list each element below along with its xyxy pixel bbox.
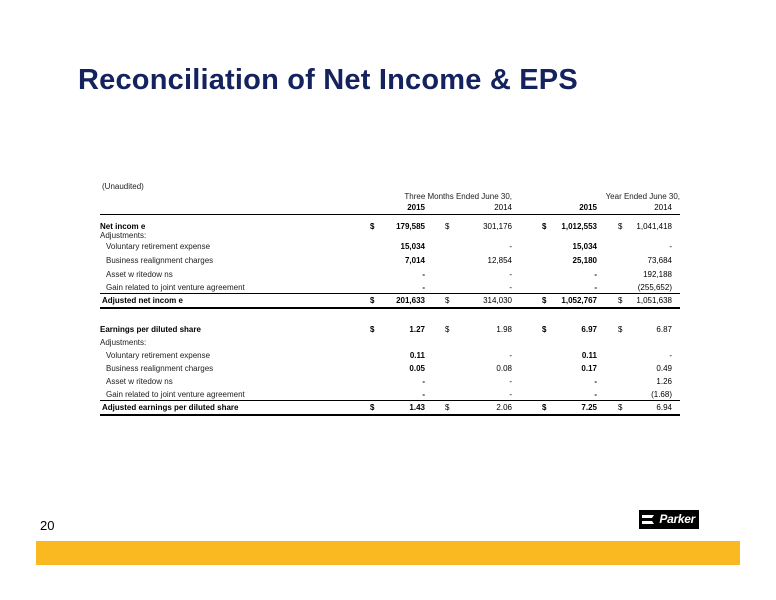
- unaudited-note: (Unaudited): [102, 182, 144, 191]
- value-y2014: (255,652): [637, 283, 672, 292]
- row-eps-business-realignment: [100, 364, 680, 376]
- logo-text: Parker: [659, 512, 695, 526]
- value-y2014: 1.26: [656, 377, 672, 386]
- ni-total-rule: [100, 293, 680, 294]
- currency-sign: $: [618, 222, 623, 231]
- currency-sign: $: [542, 403, 547, 412]
- currency-sign: $: [445, 222, 450, 231]
- value-q2014: 2.06: [496, 403, 512, 412]
- value-q2015: -: [422, 390, 425, 399]
- row-eps: [100, 325, 680, 337]
- header-year-ended: Year Ended June 30,: [605, 192, 680, 201]
- row-label: Adjusted net incom e: [102, 296, 183, 305]
- header-year-y2014: 2014: [654, 203, 672, 212]
- row-label: Earnings per diluted share: [100, 325, 201, 334]
- value-q2015: 0.05: [409, 364, 425, 373]
- value-q2015: 1.27: [409, 325, 425, 334]
- value-q2015: 201,633: [396, 296, 425, 305]
- value-y2014: -: [669, 242, 672, 251]
- value-q2014: -: [509, 270, 512, 279]
- row-eps-asset-writedowns: [100, 377, 680, 389]
- row-label: Gain related to joint venture agreement: [106, 390, 245, 399]
- value-y2015: 1,012,553: [561, 222, 597, 231]
- currency-sign: $: [618, 325, 623, 334]
- value-y2014: (1.68): [651, 390, 672, 399]
- currency-sign: $: [370, 222, 375, 231]
- value-q2015: -: [422, 270, 425, 279]
- row-label: Adjusted earnings per diluted share: [102, 403, 239, 412]
- value-y2015: 0.17: [581, 364, 597, 373]
- value-q2015: -: [422, 377, 425, 386]
- value-q2014: 301,176: [483, 222, 512, 231]
- currency-sign: $: [445, 325, 450, 334]
- value-y2014: 6.87: [656, 325, 672, 334]
- value-q2014: -: [509, 283, 512, 292]
- value-q2014: 1.98: [496, 325, 512, 334]
- page-title: Reconciliation of Net Income & EPS: [78, 64, 578, 96]
- currency-sign: $: [542, 296, 547, 305]
- parker-logo: [639, 510, 699, 529]
- currency-sign: $: [542, 222, 547, 231]
- value-y2015: 0.11: [581, 351, 597, 360]
- value-q2014: -: [509, 242, 512, 251]
- row-eps-adjustments-label: [100, 338, 680, 350]
- header-year-q2014: 2014: [494, 203, 512, 212]
- header-rule: [100, 214, 680, 215]
- row-ni-business-realignment: [100, 256, 680, 268]
- header-year-q2015: 2015: [407, 203, 425, 212]
- value-q2015: 15,034: [400, 242, 425, 251]
- eps-double-rule: [100, 414, 680, 416]
- parker-logo-mark-icon: [642, 515, 654, 524]
- value-y2015: 1,052,767: [561, 296, 597, 305]
- value-y2014: 6.94: [656, 403, 672, 412]
- value-y2015: -: [594, 390, 597, 399]
- currency-sign: $: [445, 403, 450, 412]
- row-label: Asset w ritedow ns: [106, 270, 173, 279]
- value-q2015: 179,585: [396, 222, 425, 231]
- value-q2014: -: [509, 351, 512, 360]
- value-y2015: 25,180: [572, 256, 597, 265]
- currency-sign: $: [370, 296, 375, 305]
- currency-sign: $: [618, 296, 623, 305]
- value-y2014: 0.49: [656, 364, 672, 373]
- value-y2015: -: [594, 270, 597, 279]
- footer-band: [36, 541, 740, 565]
- value-y2015: 15,034: [572, 242, 597, 251]
- row-ni-asset-writedowns: [100, 270, 680, 282]
- value-y2014: 1,041,418: [636, 222, 672, 231]
- row-ni-voluntary-retirement: [100, 242, 680, 254]
- currency-sign: $: [370, 403, 375, 412]
- value-q2015: 1.43: [409, 403, 425, 412]
- value-y2014: 192,188: [643, 270, 672, 279]
- value-q2015: 7,014: [404, 256, 425, 265]
- value-q2014: 0.08: [496, 364, 512, 373]
- currency-sign: $: [618, 403, 623, 412]
- row-label: Voluntary retirement expense: [106, 242, 211, 251]
- row-label: Voluntary retirement expense: [106, 351, 211, 360]
- value-y2015: 6.97: [581, 325, 597, 334]
- row-eps-voluntary-retirement: [100, 351, 680, 363]
- eps-total-rule: [100, 400, 680, 401]
- value-q2015: -: [422, 283, 425, 292]
- row-label: Net incom e: [100, 222, 146, 231]
- row-label: Gain related to joint venture agreement: [106, 283, 245, 292]
- header-year-y2015: 2015: [579, 203, 597, 212]
- value-q2014: 12,854: [487, 256, 512, 265]
- value-q2014: -: [509, 377, 512, 386]
- value-y2015: -: [594, 283, 597, 292]
- row-label: Adjustments:: [100, 231, 147, 240]
- row-label: Adjustments:: [100, 338, 147, 347]
- value-q2014: -: [509, 390, 512, 399]
- value-y2015: 7.25: [581, 403, 597, 412]
- row-label: Business realignment charges: [106, 364, 214, 373]
- currency-sign: $: [542, 325, 547, 334]
- value-y2015: -: [594, 377, 597, 386]
- value-q2014: 314,030: [483, 296, 512, 305]
- value-q2015: 0.11: [409, 351, 425, 360]
- row-label: Business realignment charges: [106, 256, 214, 265]
- header-three-months: Three Months Ended June 30,: [404, 192, 512, 201]
- value-y2014: 73,684: [647, 256, 672, 265]
- value-y2014: 1,051,638: [636, 296, 672, 305]
- currency-sign: $: [370, 325, 375, 334]
- row-label: Asset w ritedow ns: [106, 377, 173, 386]
- page-number: 20: [40, 518, 55, 533]
- currency-sign: $: [445, 296, 450, 305]
- value-y2014: -: [669, 351, 672, 360]
- ni-double-rule: [100, 307, 680, 309]
